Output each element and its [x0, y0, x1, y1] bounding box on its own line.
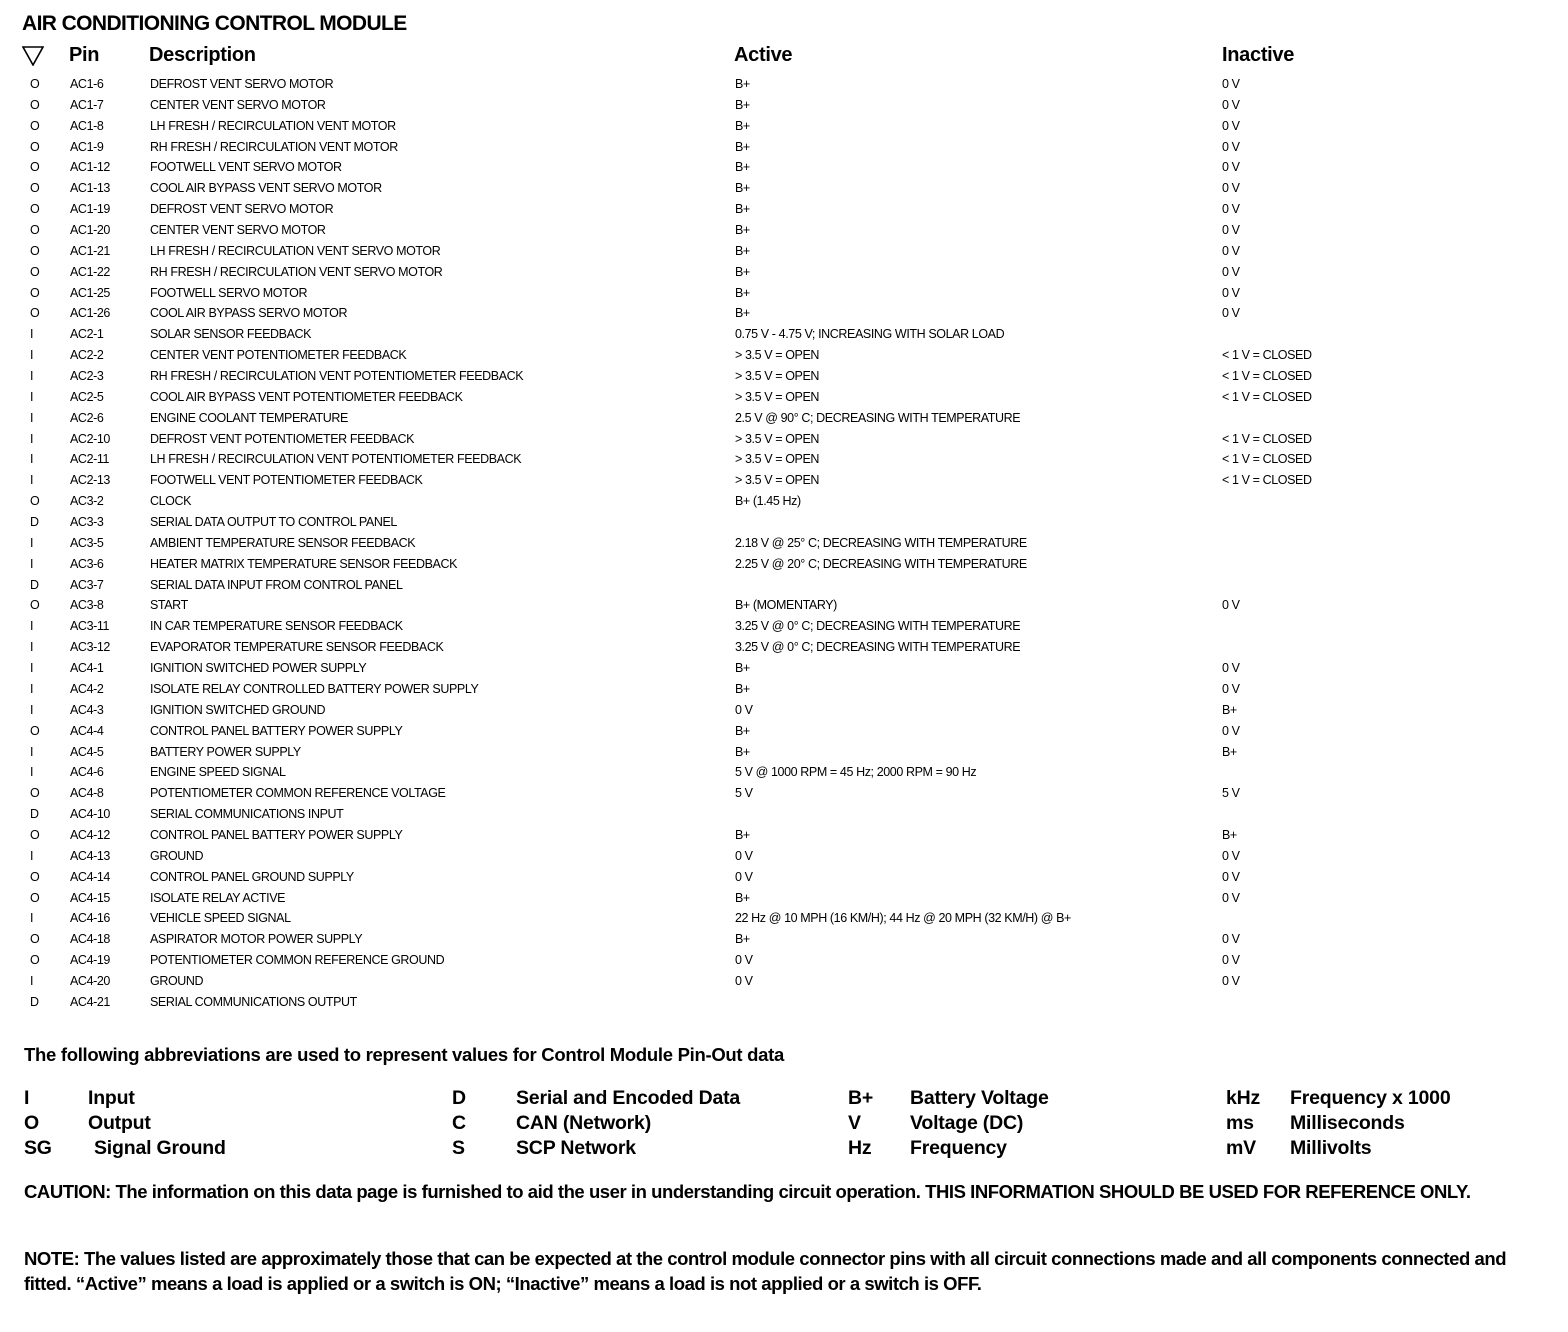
pin-description: LH FRESH / RECIRCULATION VENT SERVO MOTOR [150, 243, 441, 258]
pin-id: AC3-8 [70, 598, 104, 613]
pin-description: IGNITION SWITCHED GROUND [150, 702, 326, 717]
pin-id: AC2-11 [70, 452, 110, 467]
pin-id: AC1-9 [70, 139, 104, 154]
pin-description: IN CAR TEMPERATURE SENSOR FEEDBACK [150, 619, 403, 634]
pin-id: AC2-2 [70, 348, 104, 363]
pin-type: I [30, 389, 34, 404]
active-value: 5 V [735, 786, 753, 801]
active-value: 3.25 V @ 0° C; DECREASING WITH TEMPERATURE [735, 640, 1021, 655]
inactive-value: 5 V [1222, 786, 1240, 801]
table-row [0, 846, 1568, 867]
pin-id: AC2-13 [70, 473, 110, 488]
pin-description: CONTROL PANEL BATTERY POWER SUPPLY [150, 723, 403, 738]
pin-description: DEFROST VENT POTENTIOMETER FEEDBACK [150, 431, 415, 446]
table-row [0, 137, 1568, 158]
pin-id: AC2-10 [70, 431, 110, 446]
table-row [0, 783, 1568, 804]
table-row [0, 700, 1568, 721]
table-row [0, 888, 1568, 909]
pin-description: ASPIRATOR MOTOR POWER SUPPLY [150, 932, 363, 947]
header-pin: Pin [69, 44, 100, 66]
inactive-value: 0 V [1222, 306, 1240, 321]
pin-id: AC3-7 [70, 577, 104, 592]
pin-description: CENTER VENT SERVO MOTOR [150, 97, 326, 112]
pin-id: AC4-8 [70, 786, 104, 801]
pin-type: O [30, 827, 40, 842]
pin-description: CLOCK [150, 494, 192, 509]
inactive-value: 0 V [1222, 243, 1240, 258]
table-row [0, 491, 1568, 512]
active-value: > 3.5 V = OPEN [735, 348, 820, 363]
pin-description: ENGINE SPEED SIGNAL [150, 765, 286, 780]
abbreviation-code: I [24, 1087, 30, 1109]
pin-type: O [30, 932, 40, 947]
page-title: AIR CONDITIONING CONTROL MODULE [22, 12, 407, 35]
active-value: 0 V [735, 702, 753, 717]
table-row [0, 616, 1568, 637]
table-row [0, 512, 1568, 533]
pin-type: I [30, 369, 34, 384]
pin-id: AC3-12 [70, 640, 110, 655]
active-value: B+ (MOMENTARY) [735, 598, 837, 613]
abbreviation-meaning: Output [88, 1112, 151, 1134]
pin-description: CONTROL PANEL BATTERY POWER SUPPLY [150, 827, 403, 842]
pin-type: I [30, 348, 34, 363]
table-row [0, 658, 1568, 679]
pin-type: O [30, 953, 40, 968]
pin-id: AC3-6 [70, 556, 104, 571]
pin-description: COOL AIR BYPASS SERVO MOTOR [150, 306, 348, 321]
inactive-value: < 1 V = CLOSED [1222, 348, 1312, 363]
active-value: 0 V [735, 869, 753, 884]
table-row [0, 408, 1568, 429]
pin-type: O [30, 264, 40, 279]
pin-description: LH FRESH / RECIRCULATION VENT MOTOR [150, 118, 396, 133]
table-row [0, 116, 1568, 137]
pin-description: ISOLATE RELAY CONTROLLED BATTERY POWER SUPPLY [150, 681, 479, 696]
pin-description: VEHICLE SPEED SIGNAL [150, 911, 291, 926]
inactive-value: 0 V [1222, 890, 1240, 905]
pin-type: D [30, 515, 39, 530]
table-row [0, 345, 1568, 366]
table-row [0, 908, 1568, 929]
active-value: > 3.5 V = OPEN [735, 389, 820, 404]
pin-type: I [30, 681, 34, 696]
pin-type: O [30, 243, 40, 258]
pin-description: GROUND [150, 973, 204, 988]
active-value: 0 V [735, 953, 753, 968]
active-value: B+ (1.45 Hz) [735, 494, 801, 509]
active-value: B+ [735, 890, 750, 905]
pin-id: AC1-26 [70, 306, 110, 321]
pin-id: AC4-15 [70, 890, 110, 905]
pin-id: AC4-5 [70, 744, 104, 759]
pin-description: ISOLATE RELAY ACTIVE [150, 890, 286, 905]
pin-id: AC1-7 [70, 97, 104, 112]
pin-id: AC4-10 [70, 807, 110, 822]
abbreviation-code: V [848, 1112, 861, 1134]
pin-type: I [30, 431, 34, 446]
pin-id: AC3-2 [70, 494, 104, 509]
abbreviation-code: mV [1226, 1137, 1256, 1159]
active-value: 0 V [735, 973, 753, 988]
table-row [0, 742, 1568, 763]
caution-text: CAUTION: The information on this data page is furnished to aid the user in understanding circuit operation. THIS INFORMATION SHOULD BE USED FOR REFERENCE ONLY. [24, 1181, 1471, 1202]
pin-id: AC1-25 [70, 285, 110, 300]
abbreviation-meaning: Serial and Encoded Data [516, 1087, 741, 1109]
pin-type: O [30, 494, 40, 509]
table-row [0, 157, 1568, 178]
pin-description: EVAPORATOR TEMPERATURE SENSOR FEEDBACK [150, 640, 444, 655]
abbreviation-code: SG [24, 1137, 52, 1159]
pin-type: O [30, 97, 40, 112]
pin-description: RH FRESH / RECIRCULATION VENT SERVO MOTOR [150, 264, 443, 279]
note-text: NOTE: The values listed are approximately those that can be expected at the control module connector pins with all circuit connections made and all components connected and fitted. “Active” means a load is applied or a switch is ON; “Inactive” means a load is not applied or a switch is OFF. [24, 1248, 1507, 1294]
active-value: B+ [735, 264, 750, 279]
pin-description: SERIAL COMMUNICATIONS OUTPUT [150, 994, 357, 1009]
pin-description: SOLAR SENSOR FEEDBACK [150, 327, 312, 342]
active-value: B+ [735, 160, 750, 175]
active-value: 2.18 V @ 25° C; DECREASING WITH TEMPERATURE [735, 535, 1027, 550]
pin-type: O [30, 77, 40, 91]
pin-id: AC4-1 [70, 661, 104, 676]
table-row [0, 303, 1568, 324]
table-row [0, 324, 1568, 345]
pin-type: O [30, 139, 40, 154]
active-value: B+ [735, 827, 750, 842]
inactive-value: 0 V [1222, 723, 1240, 738]
pin-type: O [30, 598, 40, 613]
active-value: B+ [735, 744, 750, 759]
inactive-value: 0 V [1222, 953, 1240, 968]
table-row [0, 804, 1568, 825]
table-row [0, 429, 1568, 450]
active-value: 5 V @ 1000 RPM = 45 Hz; 2000 RPM = 90 Hz [735, 765, 977, 780]
table-row [0, 992, 1568, 1013]
active-value: B+ [735, 285, 750, 300]
table-row [0, 470, 1568, 491]
pin-type: O [30, 223, 40, 238]
pin-description: FOOTWELL VENT SERVO MOTOR [150, 160, 342, 175]
pinout-table [0, 74, 1568, 1013]
pin-id: AC1-20 [70, 223, 110, 238]
table-row [0, 679, 1568, 700]
active-value: > 3.5 V = OPEN [735, 452, 820, 467]
active-value: B+ [735, 77, 750, 91]
header-inactive: Inactive [1222, 44, 1295, 66]
pin-type: O [30, 786, 40, 801]
active-value: B+ [735, 118, 750, 133]
active-value: > 3.5 V = OPEN [735, 431, 820, 446]
inactive-value: B+ [1222, 827, 1237, 842]
pin-id: AC4-4 [70, 723, 104, 738]
pin-description: HEATER MATRIX TEMPERATURE SENSOR FEEDBACK [150, 556, 458, 571]
pin-id: AC1-13 [70, 181, 110, 196]
active-value: B+ [735, 139, 750, 154]
pin-id: AC2-3 [70, 369, 104, 384]
active-value: B+ [735, 243, 750, 258]
table-row [0, 554, 1568, 575]
inactive-value: 0 V [1222, 681, 1240, 696]
table-row [0, 241, 1568, 262]
pin-id: AC4-6 [70, 765, 104, 780]
pin-type: I [30, 765, 34, 780]
table-row [0, 721, 1568, 742]
active-value: 0.75 V - 4.75 V; INCREASING WITH SOLAR LOAD [735, 327, 1005, 342]
pin-id: AC1-21 [70, 243, 110, 258]
pin-id: AC4-12 [70, 827, 110, 842]
pin-description: POTENTIOMETER COMMON REFERENCE GROUND [150, 953, 445, 968]
table-row [0, 762, 1568, 783]
pin-description: RH FRESH / RECIRCULATION VENT MOTOR [150, 139, 398, 154]
abbreviation-code: B+ [848, 1087, 874, 1109]
table-row [0, 867, 1568, 888]
inactive-value: 0 V [1222, 285, 1240, 300]
pin-type: I [30, 640, 34, 655]
table-row [0, 929, 1568, 950]
pin-id: AC1-6 [70, 77, 104, 91]
pin-id: AC1-22 [70, 264, 110, 279]
pin-description: AMBIENT TEMPERATURE SENSOR FEEDBACK [150, 535, 416, 550]
pin-description: ENGINE COOLANT TEMPERATURE [150, 410, 348, 425]
pin-id: AC1-19 [70, 202, 110, 217]
abbreviation-meaning: Milliseconds [1290, 1112, 1405, 1134]
abbreviation-code: C [452, 1112, 466, 1134]
table-row [0, 575, 1568, 596]
active-value: > 3.5 V = OPEN [735, 473, 820, 488]
active-value: B+ [735, 932, 750, 947]
table-row [0, 199, 1568, 220]
pin-type: I [30, 410, 34, 425]
pin-type: I [30, 452, 34, 467]
abbreviation-code: ms [1226, 1112, 1254, 1134]
inactive-value: 0 V [1222, 202, 1240, 217]
active-value: B+ [735, 181, 750, 196]
active-value: 22 Hz @ 10 MPH (16 KM/H); 44 Hz @ 20 MPH (32 KM/H) @ B+ [735, 911, 1071, 926]
pin-type: I [30, 744, 34, 759]
inactive-value: < 1 V = CLOSED [1222, 452, 1312, 467]
table-row [0, 220, 1568, 241]
pin-type: I [30, 619, 34, 634]
table-row [0, 74, 1568, 95]
active-value: 2.5 V @ 90° C; DECREASING WITH TEMPERATURE [735, 410, 1021, 425]
pin-id: AC1-8 [70, 118, 104, 133]
table-row [0, 950, 1568, 971]
active-value: B+ [735, 202, 750, 217]
header-active: Active [734, 44, 793, 66]
pin-id: AC2-6 [70, 410, 104, 425]
abbreviation-meaning: Frequency [910, 1137, 1007, 1159]
table-row [0, 533, 1568, 554]
abbreviation-meaning: Frequency x 1000 [1290, 1087, 1451, 1109]
pin-description: LH FRESH / RECIRCULATION VENT POTENTIOMETER FEEDBACK [150, 452, 522, 467]
table-row [0, 387, 1568, 408]
inactive-value: 0 V [1222, 160, 1240, 175]
active-value: B+ [735, 97, 750, 112]
table-row [0, 637, 1568, 658]
inactive-value: 0 V [1222, 97, 1240, 112]
inactive-value: B+ [1222, 702, 1237, 717]
pin-description: FOOTWELL VENT POTENTIOMETER FEEDBACK [150, 473, 423, 488]
pin-id: AC2-5 [70, 389, 104, 404]
pin-id: AC2-1 [70, 327, 104, 342]
abbreviation-meaning: Voltage (DC) [910, 1112, 1024, 1134]
table-row [0, 283, 1568, 304]
pin-description: CENTER VENT SERVO MOTOR [150, 223, 326, 238]
table-row [0, 595, 1568, 616]
pin-description: GROUND [150, 848, 204, 863]
pin-description: START [150, 598, 188, 613]
pin-description: IGNITION SWITCHED POWER SUPPLY [150, 661, 367, 676]
pin-type: I [30, 535, 34, 550]
active-value: B+ [735, 306, 750, 321]
abbreviation-meaning: Signal Ground [94, 1137, 226, 1159]
pin-type: O [30, 285, 40, 300]
inactive-value: 0 V [1222, 661, 1240, 676]
pin-type: I [30, 327, 34, 342]
active-value: 2.25 V @ 20° C; DECREASING WITH TEMPERATURE [735, 556, 1027, 571]
pin-id: AC4-14 [70, 869, 110, 884]
pin-type: I [30, 911, 34, 926]
abbreviation-code: O [24, 1112, 39, 1134]
inactive-value: 0 V [1222, 264, 1240, 279]
inactive-value: 0 V [1222, 181, 1240, 196]
pin-id: AC4-13 [70, 848, 110, 863]
table-row [0, 449, 1568, 470]
table-row [0, 825, 1568, 846]
inactive-value: 0 V [1222, 223, 1240, 238]
inactive-value: < 1 V = CLOSED [1222, 473, 1312, 488]
inactive-value: 0 V [1222, 848, 1240, 863]
table-row [0, 178, 1568, 199]
abbreviations-title: The following abbreviations are used to represent values for Control Module Pin-Out data [24, 1044, 784, 1065]
pin-id: AC4-16 [70, 911, 110, 926]
abbreviation-code: S [452, 1137, 465, 1159]
pin-id: AC4-21 [70, 994, 110, 1009]
inactive-value: 0 V [1222, 869, 1240, 884]
pin-description: RH FRESH / RECIRCULATION VENT POTENTIOMETER FEEDBACK [150, 369, 524, 384]
table-row [0, 262, 1568, 283]
pin-description: DEFROST VENT SERVO MOTOR [150, 202, 334, 217]
pin-description: SERIAL DATA OUTPUT TO CONTROL PANEL [150, 515, 397, 530]
pin-type: O [30, 869, 40, 884]
pin-description: CONTROL PANEL GROUND SUPPLY [150, 869, 354, 884]
pin-description: COOL AIR BYPASS VENT SERVO MOTOR [150, 181, 382, 196]
pin-id: AC4-19 [70, 953, 110, 968]
abbreviation-meaning: Battery Voltage [910, 1087, 1049, 1109]
pin-description: BATTERY POWER SUPPLY [150, 744, 301, 759]
pin-type: I [30, 848, 34, 863]
pin-type: O [30, 160, 40, 175]
abbreviation-code: D [452, 1087, 466, 1109]
pin-id: AC4-20 [70, 973, 110, 988]
pin-type: I [30, 556, 34, 571]
pin-description: COOL AIR BYPASS VENT POTENTIOMETER FEEDBACK [150, 389, 463, 404]
inactive-value: < 1 V = CLOSED [1222, 389, 1312, 404]
pin-type: O [30, 181, 40, 196]
pin-id: AC3-11 [70, 619, 110, 634]
active-value: B+ [735, 661, 750, 676]
pin-type: O [30, 118, 40, 133]
pin-type: O [30, 890, 40, 905]
pin-id: AC4-3 [70, 702, 104, 717]
pin-type: D [30, 994, 39, 1009]
inactive-value: 0 V [1222, 139, 1240, 154]
inactive-value: 0 V [1222, 118, 1240, 133]
inactive-value: < 1 V = CLOSED [1222, 369, 1312, 384]
active-value: B+ [735, 223, 750, 238]
inactive-value: < 1 V = CLOSED [1222, 431, 1312, 446]
inactive-value: B+ [1222, 744, 1237, 759]
pin-description: DEFROST VENT SERVO MOTOR [150, 77, 334, 91]
triangle-down-icon [22, 46, 44, 66]
pin-description: SERIAL COMMUNICATIONS INPUT [150, 807, 344, 822]
pin-description: POTENTIOMETER COMMON REFERENCE VOLTAGE [150, 786, 446, 801]
pin-type: I [30, 973, 34, 988]
abbreviation-meaning: SCP Network [516, 1137, 636, 1159]
pin-id: AC1-12 [70, 160, 110, 175]
inactive-value: 0 V [1222, 932, 1240, 947]
active-value: 0 V [735, 848, 753, 863]
pin-description: FOOTWELL SERVO MOTOR [150, 285, 308, 300]
pin-type: O [30, 202, 40, 217]
pin-type: D [30, 577, 39, 592]
pin-id: AC3-5 [70, 535, 104, 550]
pin-type: I [30, 702, 34, 717]
abbreviation-meaning: Millivolts [1290, 1137, 1372, 1159]
inactive-value: 0 V [1222, 77, 1240, 91]
header-description: Description [149, 44, 256, 66]
active-value: B+ [735, 681, 750, 696]
active-value: 3.25 V @ 0° C; DECREASING WITH TEMPERATURE [735, 619, 1021, 634]
pin-type: D [30, 807, 39, 822]
pin-id: AC4-18 [70, 932, 110, 947]
active-value: > 3.5 V = OPEN [735, 369, 820, 384]
abbreviation-code: Hz [848, 1137, 872, 1159]
pin-id: AC3-3 [70, 515, 104, 530]
pin-type: O [30, 306, 40, 321]
pin-id: AC4-2 [70, 681, 104, 696]
pin-description: CENTER VENT POTENTIOMETER FEEDBACK [150, 348, 407, 363]
table-row [0, 95, 1568, 116]
table-row [0, 971, 1568, 992]
inactive-value: 0 V [1222, 973, 1240, 988]
pin-type: I [30, 661, 34, 676]
table-row [0, 366, 1568, 387]
abbreviation-meaning: CAN (Network) [516, 1112, 651, 1134]
inactive-value: 0 V [1222, 598, 1240, 613]
pin-type: O [30, 723, 40, 738]
abbreviation-code: kHz [1226, 1087, 1261, 1109]
pin-type: I [30, 473, 34, 488]
abbreviation-meaning: Input [88, 1087, 135, 1109]
active-value: B+ [735, 723, 750, 738]
pin-description: SERIAL DATA INPUT FROM CONTROL PANEL [150, 577, 403, 592]
